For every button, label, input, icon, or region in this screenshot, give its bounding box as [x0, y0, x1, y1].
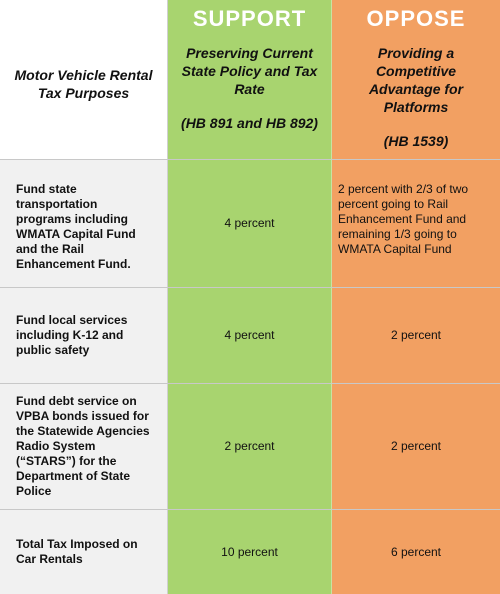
table-row-oppose-value: 2 percent with 2/3 of two percent going to Rail Enhancement Fund and remaining 1/3 going to WMATA Capital Fund	[332, 160, 500, 288]
support-title: Preserving Current State Policy and Tax Rate	[181, 45, 318, 97]
table-row-purpose: Total Tax Imposed on Car Rentals	[0, 510, 168, 594]
table-row-support-value: 2 percent	[168, 384, 332, 510]
support-column-header	[168, 0, 332, 160]
support-bills: (HB 891 and HB 892)	[181, 115, 318, 131]
table-row-support-value: 10 percent	[168, 510, 332, 594]
oppose-bills: (HB 1539)	[383, 133, 449, 149]
oppose-label: OPPOSE	[366, 6, 466, 31]
table-row-oppose-value: 2 percent	[332, 384, 500, 510]
table-row-oppose-value: 2 percent	[332, 288, 500, 384]
table-row-oppose-value: 6 percent	[332, 510, 500, 594]
oppose-title: Providing a Competitive Advantage for Platforms	[368, 45, 464, 115]
table-row-support-value: 4 percent	[168, 160, 332, 288]
table-row-purpose: Fund local services including K-12 and public safety	[0, 288, 168, 384]
purpose-header-title: Motor Vehicle Rental Tax Purposes	[14, 66, 153, 101]
table-row-support-value: 4 percent	[168, 288, 332, 384]
table-row-purpose: Fund state transportation programs including WMATA Capital Fund and the Rail Enhancement Fund.	[0, 160, 168, 288]
purpose-column-header	[0, 0, 168, 160]
oppose-column-header	[332, 0, 500, 160]
table-row-purpose: Fund debt service on VPBA bonds issued for the Statewide Agencies Radio System (“STARS”) for the Department of State Police	[0, 384, 168, 510]
support-label: SUPPORT	[192, 6, 307, 31]
